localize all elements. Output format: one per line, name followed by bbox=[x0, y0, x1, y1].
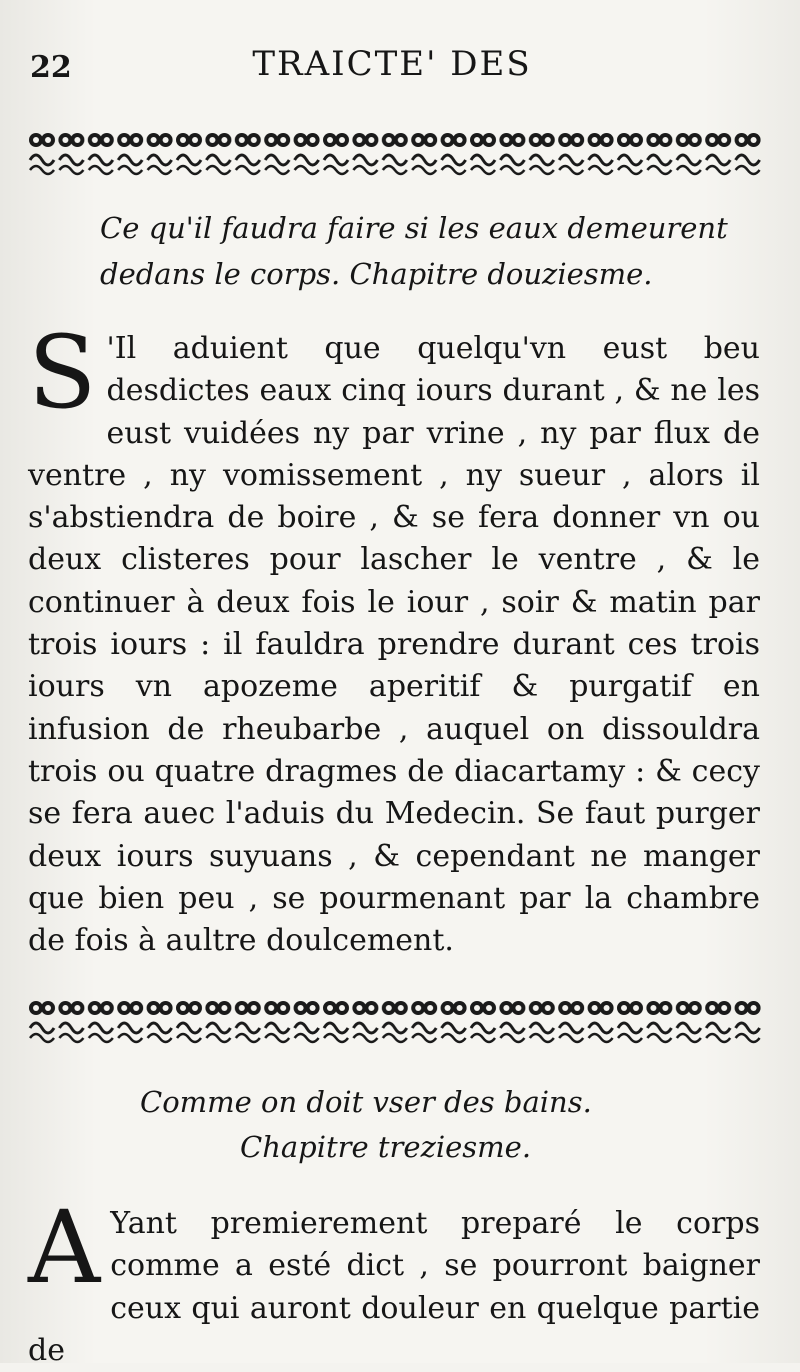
ornament-band-middle bbox=[28, 996, 763, 1046]
chapter-12-title bbox=[30, 205, 770, 297]
dropcap-a: A bbox=[28, 1189, 101, 1306]
chapter-13-title-line1: Comme on doit vser des bains. bbox=[140, 1085, 592, 1119]
page-header bbox=[22, 36, 762, 98]
ornament-band-top bbox=[28, 128, 763, 178]
chapter-13-title-line2: Chapitre treziesme. bbox=[240, 1130, 532, 1164]
page-number: 22 bbox=[30, 50, 72, 85]
running-title: TRAICTE' DES bbox=[252, 44, 532, 84]
chapter-12-text: 'Il aduient que quelqu'vn eust beu desdictes eaux cinq iours durant , & ne les eust vuidées ny par vrine , ny par flux de ventre , ny vomissement , ny sueur , alors il s'abstiendra de boire , & se fera donner vn ou deux clisteres pour lascher le ventre , & le continuer à deux fois le iour , soir & matin par trois iours : il fauldra prendre durant ces trois iours vn apozeme aperitif & purgatif en infusion de rheubarbe , auquel on dissouldra trois ou quatre dragmes de diacartamy : & cecy se fera auec l'aduis du Medecin. Se faut purger deux iours suyuans , & cependant ne manger que bien peu , se pourmenant par la chambre de fois à aultre doulcement. bbox=[28, 331, 760, 959]
chapter-13-text: Yant premierement preparé le corps comme a esté dict , se pourront baigner ceux qui auront douleur en quelque partie de bbox=[28, 1206, 760, 1368]
ornament-band-icon bbox=[28, 996, 763, 1046]
chapter-12-title-line1: Ce qu'il faudra faire si les eaux demeurent bbox=[100, 211, 728, 245]
ornament-band-icon bbox=[28, 128, 763, 178]
chapter-12-body bbox=[28, 314, 760, 962]
dropcap-s: S bbox=[28, 314, 97, 431]
chapter-13-title bbox=[30, 1080, 770, 1170]
chapter-13-body bbox=[28, 1189, 760, 1372]
chapter-12-title-line2: dedans le corps. Chapitre douziesme. bbox=[100, 257, 653, 291]
